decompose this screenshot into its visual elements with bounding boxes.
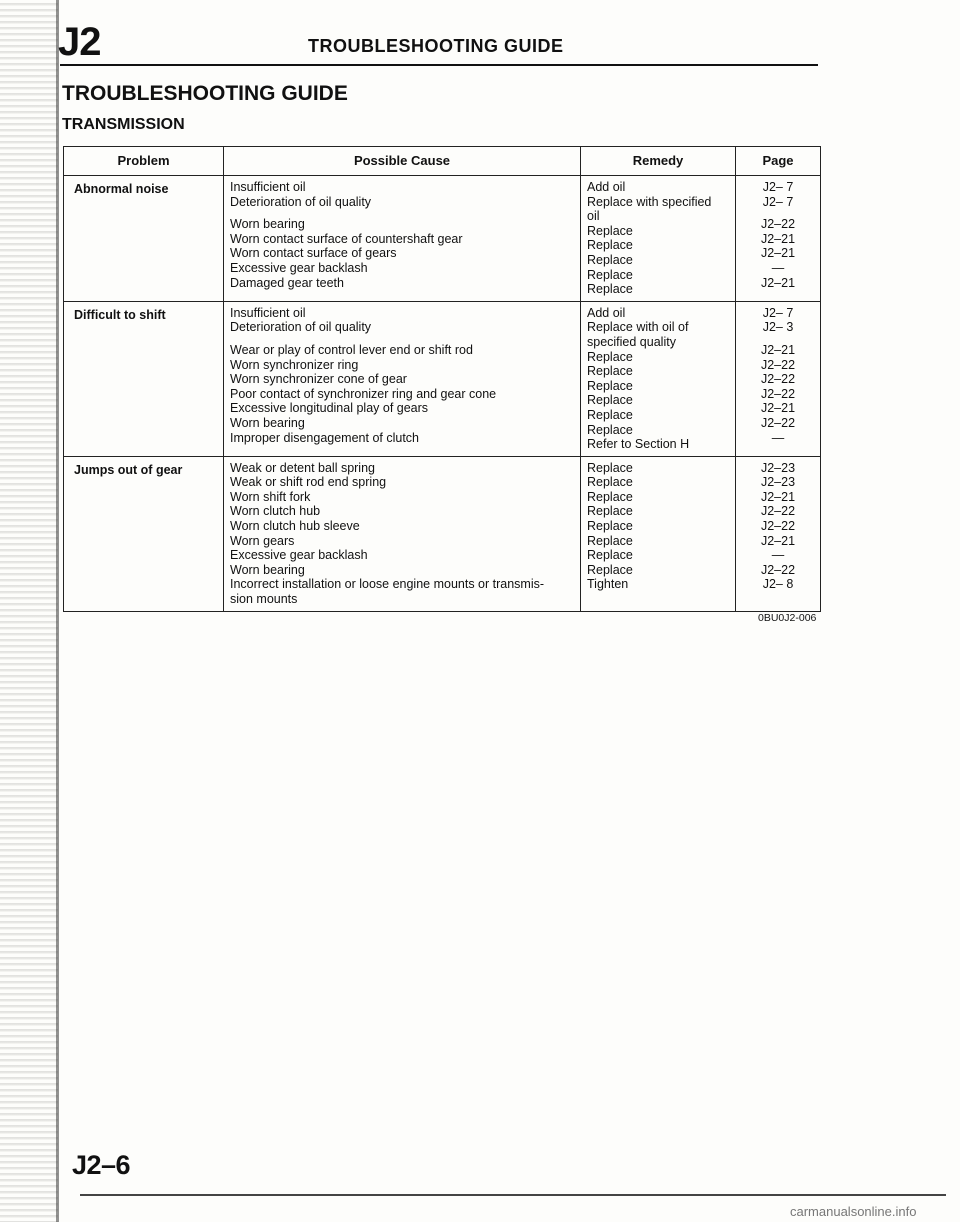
possible-cause-line: Insufficient oil xyxy=(230,305,306,320)
possible-cause-line: Deterioration of oil quality xyxy=(230,194,372,209)
possible-cause-line: Worn clutch hub xyxy=(230,504,321,519)
remedy-cell xyxy=(581,301,736,456)
possible-cause-line: Excessive gear backlash xyxy=(230,260,368,275)
page-ref-line: J2–22 xyxy=(760,372,796,387)
page-ref-line: — xyxy=(771,548,785,563)
possible-cause-line: Insufficient oil xyxy=(230,180,306,194)
page-ref-line: J2–21 xyxy=(760,401,796,416)
page-ref-line: J2–21 xyxy=(760,533,796,548)
possible-cause-line: Worn contact surface of countershaft gear xyxy=(230,231,463,246)
table-row xyxy=(64,301,821,456)
problem-cell: Jumps out of gear xyxy=(64,456,224,611)
remedy-line: Replace xyxy=(587,282,633,297)
page-ref-line: J2– 7 xyxy=(762,194,794,209)
possible-cause-line: Excessive longitudinal play of gears xyxy=(230,401,429,416)
possible-cause-line xyxy=(230,335,580,343)
page-ref-line: J2–21 xyxy=(760,231,796,246)
subsection-title: TRANSMISSION xyxy=(62,116,185,133)
column-header-problem: Problem xyxy=(64,147,224,176)
remedy-cell xyxy=(581,176,736,302)
page-ref-line xyxy=(736,335,820,343)
page-ref-line: J2–22 xyxy=(760,519,796,534)
remedy-line: Replace xyxy=(587,238,633,253)
possible-cause-line: Worn synchronizer cone of gear xyxy=(230,372,407,387)
remedy-line: Replace xyxy=(587,475,633,490)
remedy-line: Add oil xyxy=(587,305,626,320)
page-ref-line: — xyxy=(771,260,785,275)
remedy-line: Replace with oil of xyxy=(587,320,689,335)
section-code: J2 xyxy=(58,20,101,64)
page-ref-line: J2–21 xyxy=(760,489,796,504)
possible-cause-line: Incorrect installation or loose engine mounts or transmis- xyxy=(230,577,545,592)
column-header-remedy: Remedy xyxy=(581,147,736,176)
remedy-line: Replace xyxy=(587,562,633,577)
possible-cause-line: Damaged gear teeth xyxy=(230,275,344,290)
site-watermark: carmanualsonline.info xyxy=(790,1204,917,1219)
page-title: TROUBLESHOOTING GUIDE xyxy=(62,82,348,105)
page-ref-line: J2–23 xyxy=(760,475,796,490)
remedy-line: Replace xyxy=(587,504,633,519)
possible-cause-line: Weak or shift rod end spring xyxy=(230,475,387,490)
table-body xyxy=(64,176,821,612)
possible-cause-line: Excessive gear backlash xyxy=(230,548,368,563)
possible-cause-line: sion mounts xyxy=(230,592,298,607)
possible-cause-line xyxy=(230,209,580,217)
remedy-line: Replace xyxy=(587,533,633,548)
page-ref-line: J2–22 xyxy=(760,562,796,577)
possible-cause-cell xyxy=(224,301,581,456)
remedy-line: Tighten xyxy=(587,577,629,592)
binding-edge xyxy=(0,0,58,1222)
remedy-line: Replace xyxy=(587,378,633,393)
running-header-title: TROUBLESHOOTING GUIDE xyxy=(308,36,564,56)
page-ref-line: J2– 7 xyxy=(762,305,794,320)
remedy-line: Refer to Section H xyxy=(587,437,690,452)
remedy-line: specified quality xyxy=(587,334,676,349)
possible-cause-line: Poor contact of synchronizer ring and gear cone xyxy=(230,386,497,401)
problem-cell: Difficult to shift xyxy=(64,301,224,456)
possible-cause-line: Worn gears xyxy=(230,533,295,548)
page-ref-cell xyxy=(736,456,821,611)
page-ref-line: J2–22 xyxy=(760,386,796,401)
page-ref-line xyxy=(736,592,820,600)
remedy-line: Replace xyxy=(587,519,633,534)
table-header-row xyxy=(64,147,821,176)
column-header-possible-cause: Possible Cause xyxy=(224,147,581,176)
possible-cause-line: Wear or play of control lever end or shift rod xyxy=(230,342,473,357)
page-ref-cell xyxy=(736,301,821,456)
remedy-line: Replace xyxy=(587,267,633,282)
remedy-line: Replace xyxy=(587,393,633,408)
possible-cause-cell xyxy=(224,456,581,611)
remedy-line: Replace xyxy=(587,422,633,437)
possible-cause-line: Weak or detent ball spring xyxy=(230,460,375,475)
column-header-page: Page xyxy=(736,147,821,176)
page-ref-line: J2–21 xyxy=(760,246,796,261)
table-row xyxy=(64,176,821,302)
remedy-line: Replace xyxy=(587,349,633,364)
page-ref-line: J2–21 xyxy=(760,342,796,357)
possible-cause-line: Worn bearing xyxy=(230,217,305,232)
remedy-line: Replace xyxy=(587,489,633,504)
remedy-line: Replace xyxy=(587,364,633,379)
possible-cause-line: Worn synchronizer ring xyxy=(230,357,359,372)
remedy-line: Replace xyxy=(587,548,633,563)
page-ref-line: J2– 7 xyxy=(762,180,794,194)
figure-code: 0BU0J2-006 xyxy=(758,612,817,624)
remedy-line xyxy=(587,592,735,600)
remedy-cell xyxy=(581,456,736,611)
possible-cause-line: Worn clutch hub sleeve xyxy=(230,519,360,534)
page-ref-line: J2–22 xyxy=(760,415,796,430)
page-ref-line: J2– 3 xyxy=(762,320,794,335)
page-ref-line xyxy=(736,209,820,217)
page-ref-line: J2–22 xyxy=(760,504,796,519)
page-number: J2–6 xyxy=(72,1150,131,1180)
possible-cause-line: Worn contact surface of gears xyxy=(230,246,397,261)
remedy-line: oil xyxy=(587,209,600,224)
troubleshooting-table xyxy=(63,146,821,612)
possible-cause-line: Deterioration of oil quality xyxy=(230,320,372,335)
remedy-line: Replace xyxy=(587,252,633,267)
possible-cause-line: Improper disengagement of clutch xyxy=(230,430,419,445)
page-ref-line: J2–22 xyxy=(760,357,796,372)
possible-cause-line: Worn bearing xyxy=(230,415,305,430)
remedy-line: Replace xyxy=(587,223,633,238)
page-ref-line: J2– 8 xyxy=(762,577,794,592)
problem-cell: Abnormal noise xyxy=(64,176,224,302)
remedy-line: Add oil xyxy=(587,180,626,194)
remedy-line: Replace xyxy=(587,460,633,475)
page-ref-line: J2–23 xyxy=(760,460,796,475)
footer-rule xyxy=(80,1194,946,1196)
binding-line xyxy=(56,0,59,1222)
remedy-line: Replace xyxy=(587,407,633,422)
table-row xyxy=(64,456,821,611)
page-ref-line: J2–22 xyxy=(760,217,796,232)
remedy-line: Replace with specified xyxy=(587,194,712,209)
possible-cause-cell xyxy=(224,176,581,302)
possible-cause-line: Worn shift fork xyxy=(230,489,311,504)
page-ref-cell xyxy=(736,176,821,302)
header-rule xyxy=(60,64,818,66)
page-ref-line: J2–21 xyxy=(760,275,796,290)
possible-cause-line: Worn bearing xyxy=(230,562,305,577)
page-ref-line: — xyxy=(771,430,785,445)
